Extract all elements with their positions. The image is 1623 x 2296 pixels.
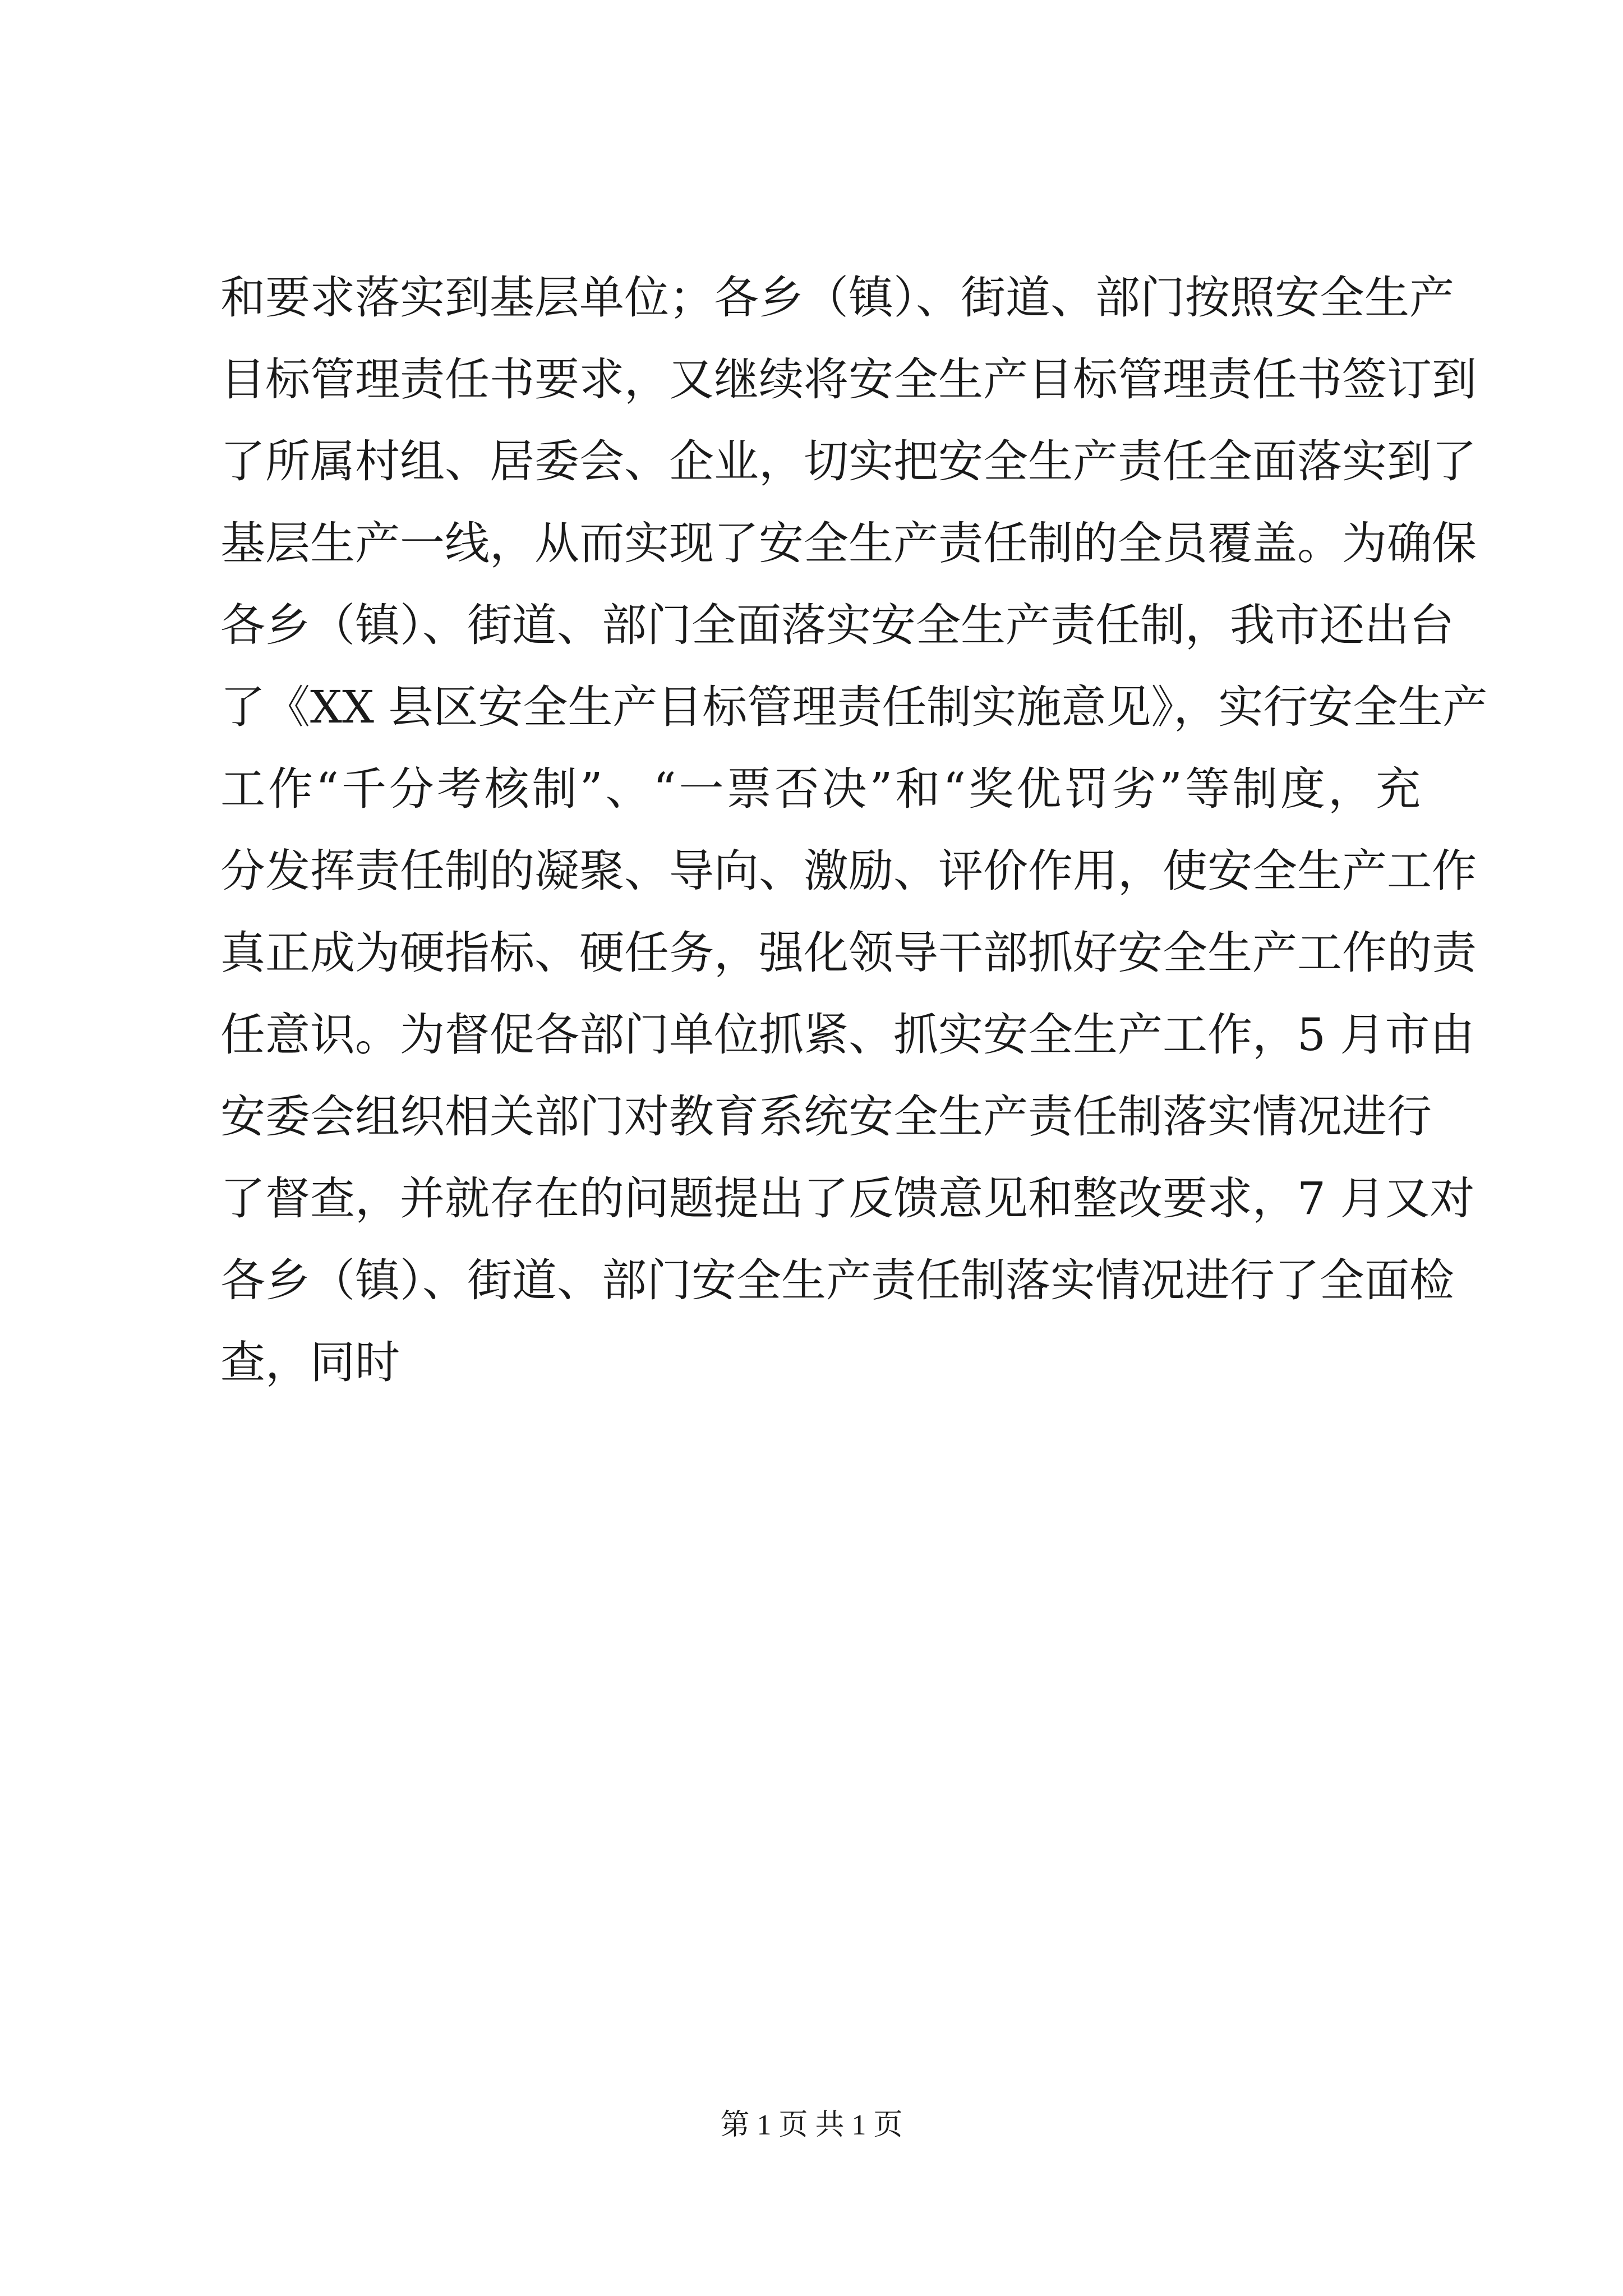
text-line: 安委会组织相关部门对教育系统安全生产责任制落实情况进行 <box>220 1091 1432 1143</box>
text-line: 任意识。为督促各部门单位抓紧、抓实安全生产工作，5 月市由 <box>220 1009 1475 1061</box>
text-line: 各乡（镇）、街道、部门安全生产责任制落实情况进行了全面检 <box>220 1254 1454 1306</box>
text-line: 查，同时 <box>220 1336 400 1388</box>
body-paragraph <box>220 257 1488 1404</box>
text-line: 了督查，并就存在的问题提出了反馈意见和整改要求，7 月又对 <box>220 1172 1475 1225</box>
text-line: 了《XX 县区安全生产目标管理责任制实施意见》，实行安全生产 <box>220 681 1488 733</box>
text-line: 真正成为硬指标、硬任务，强化领导干部抓好安全生产工作的责 <box>220 927 1477 979</box>
page-footer: 第 1 页 共 1 页 <box>720 2109 903 2141</box>
text-line: 工作“千分考核制”、“一票否决”和“奖优罚劣”等制度，充 <box>220 763 1421 815</box>
text-line: 分发挥责任制的凝聚、导向、激励、评价作用，使安全生产工作 <box>220 845 1477 897</box>
text-line: 基层生产一线，从而实现了安全生产责任制的全员覆盖。为确保 <box>220 517 1477 569</box>
text-line: 各乡（镇）、街道、部门全面落实安全生产责任制，我市还出台 <box>220 599 1454 651</box>
text-line: 了所属村组、居委会、企业，切实把安全生产责任全面落实到了 <box>220 435 1477 487</box>
text-line: 目标管理责任书要求，又继续将安全生产目标管理责任书签订到 <box>220 353 1477 406</box>
text-line: 和要求落实到基层单位；各乡（镇）、街道、部门按照安全生产 <box>220 272 1454 324</box>
